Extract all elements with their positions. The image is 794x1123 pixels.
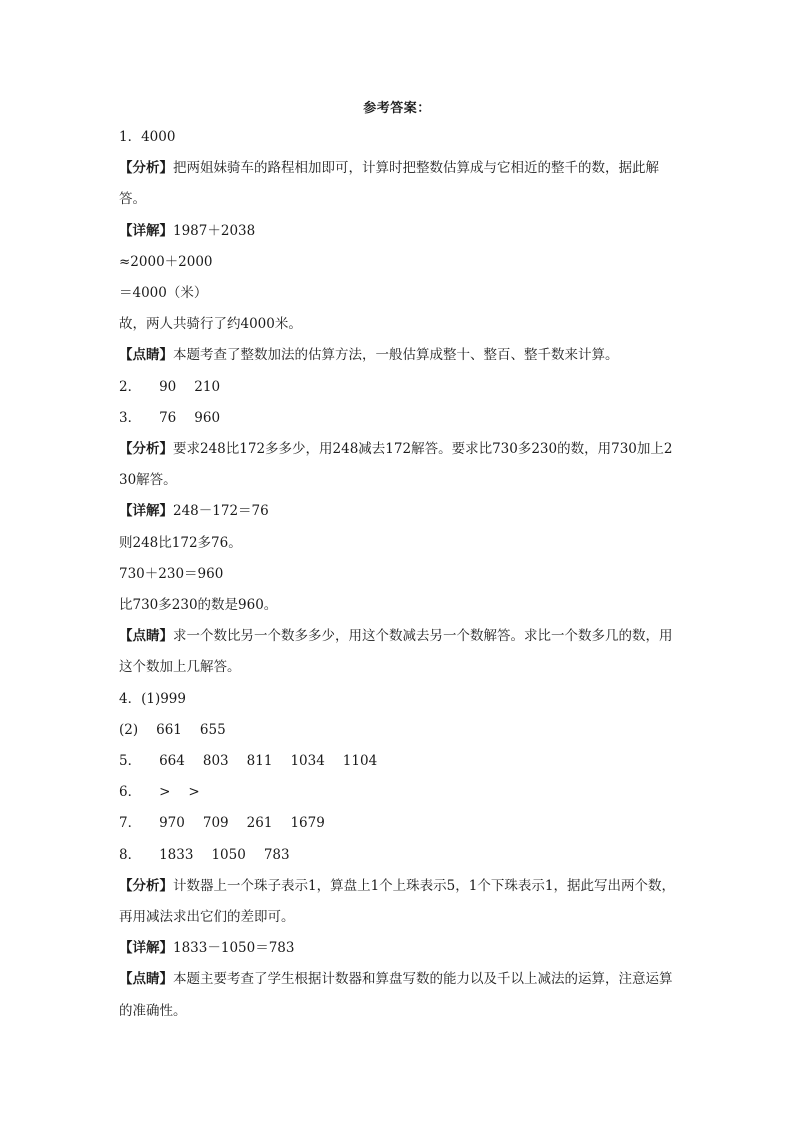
q4-answer-part1: 4．(1)999 xyxy=(119,690,186,707)
analysis-tag: 【分析】 xyxy=(119,877,173,894)
q3-comment xyxy=(119,621,681,683)
q8-analysis-text: 计数器上一个珠子表示1，算盘上1个上珠表示5，1个下珠表示1，据此写出两个数，再用减法求出它们的差即可。 xyxy=(119,877,675,926)
q1-detail-line: 1987＋2038 xyxy=(173,222,256,239)
answer-value: 783 xyxy=(263,846,290,863)
detail-tag: 【详解】 xyxy=(119,940,173,957)
answer-value: 709 xyxy=(202,815,229,832)
analysis-tag: 【分析】 xyxy=(119,441,173,458)
q2-answer xyxy=(119,372,681,403)
q7-num: 7． xyxy=(119,815,142,832)
answer-value: > xyxy=(159,784,171,801)
q1-detail-line: ＝4000（米） xyxy=(119,285,208,302)
q1-comment xyxy=(119,340,681,371)
answer-value: 210 xyxy=(194,378,221,395)
answer-value: 1833 xyxy=(159,846,194,863)
answer-value: 1050 xyxy=(211,846,246,863)
answer-content xyxy=(119,122,681,1027)
answer-value: 261 xyxy=(246,815,273,832)
answer-value: 811 xyxy=(246,753,273,770)
answer-value: 76 xyxy=(159,409,177,426)
q5-answer xyxy=(119,746,681,777)
q3-num: 3． xyxy=(119,409,142,426)
q1-analysis-text: 把两姐妹骑车的路程相加即可，计算时把整数估算成与它相近的整千的数，据此解答。 xyxy=(119,160,659,208)
q2-num: 2． xyxy=(119,378,142,395)
answer-value: 1104 xyxy=(342,753,378,770)
detail-tag: 【详解】 xyxy=(119,222,173,239)
q8-num: 8． xyxy=(119,846,142,863)
comment-tag: 【点睛】 xyxy=(119,971,173,988)
q1-analysis xyxy=(119,153,681,215)
answer-value: > xyxy=(188,784,200,801)
q3-comment-text: 求一个数比另一个数多多少，用这个数减去另一个数解答。求比一个数多几的数，用这个数加上几解答。 xyxy=(119,628,673,676)
analysis-tag: 【分析】 xyxy=(119,160,173,177)
q1-answer: 1．4000 xyxy=(119,129,176,145)
answer-value: 664 xyxy=(159,753,185,770)
q6-num: 6． xyxy=(119,784,142,801)
detail-tag: 【详解】 xyxy=(119,503,173,520)
answer-value: 1034 xyxy=(290,753,325,770)
q3-detail xyxy=(119,496,681,527)
q8-detail xyxy=(119,933,681,964)
answer-value: 661 xyxy=(156,721,182,738)
q8-detail-text: 1833－1050＝783 xyxy=(173,940,295,957)
q3-detail-line: 比730多230的数是960。 xyxy=(119,597,278,614)
q1-detail-line: ≈2000＋2000 xyxy=(119,253,213,270)
q6-answer xyxy=(119,777,681,808)
q3-detail-line: 则248比172多76。 xyxy=(119,534,242,551)
q4-answer-part2 xyxy=(119,715,681,746)
answer-value: 655 xyxy=(199,721,226,738)
q7-answer xyxy=(119,808,681,839)
answer-value: 90 xyxy=(159,378,177,395)
q3-detail-line: 248－172＝76 xyxy=(173,503,269,520)
answer-value: 1679 xyxy=(290,815,325,832)
q1-comment-text: 本题考查了整数加法的估算方法，一般估算成整十、整百、整千数来计算。 xyxy=(173,347,619,364)
q1-conclusion: 故，两人共骑行了约4000米。 xyxy=(119,316,302,333)
comment-tag: 【点睛】 xyxy=(119,628,173,645)
page-title: 参考答案： xyxy=(363,101,431,116)
q3-answer xyxy=(119,403,681,434)
q8-answer xyxy=(119,840,681,871)
q8-analysis xyxy=(119,871,681,933)
q3-detail-line: 730＋230＝960 xyxy=(119,565,224,582)
answer-value: 960 xyxy=(194,409,221,426)
answer-value: 970 xyxy=(159,815,185,832)
q8-comment-text: 本题主要考查了学生根据计数器和算盘写数的能力以及千以上减法的运算，注意运算的准确性。 xyxy=(119,971,673,1019)
q4-part2-num: (2) xyxy=(119,721,139,738)
q3-analysis xyxy=(119,434,681,496)
comment-tag: 【点睛】 xyxy=(119,347,173,364)
q1-detail xyxy=(119,216,681,247)
answer-value: 803 xyxy=(202,753,229,770)
q3-analysis-text: 要求248比172多多少，用248减去172解答。要求比730多230的数，用730加上230解答。 xyxy=(119,441,673,489)
q5-num: 5． xyxy=(119,753,142,770)
q8-comment xyxy=(119,964,681,1026)
